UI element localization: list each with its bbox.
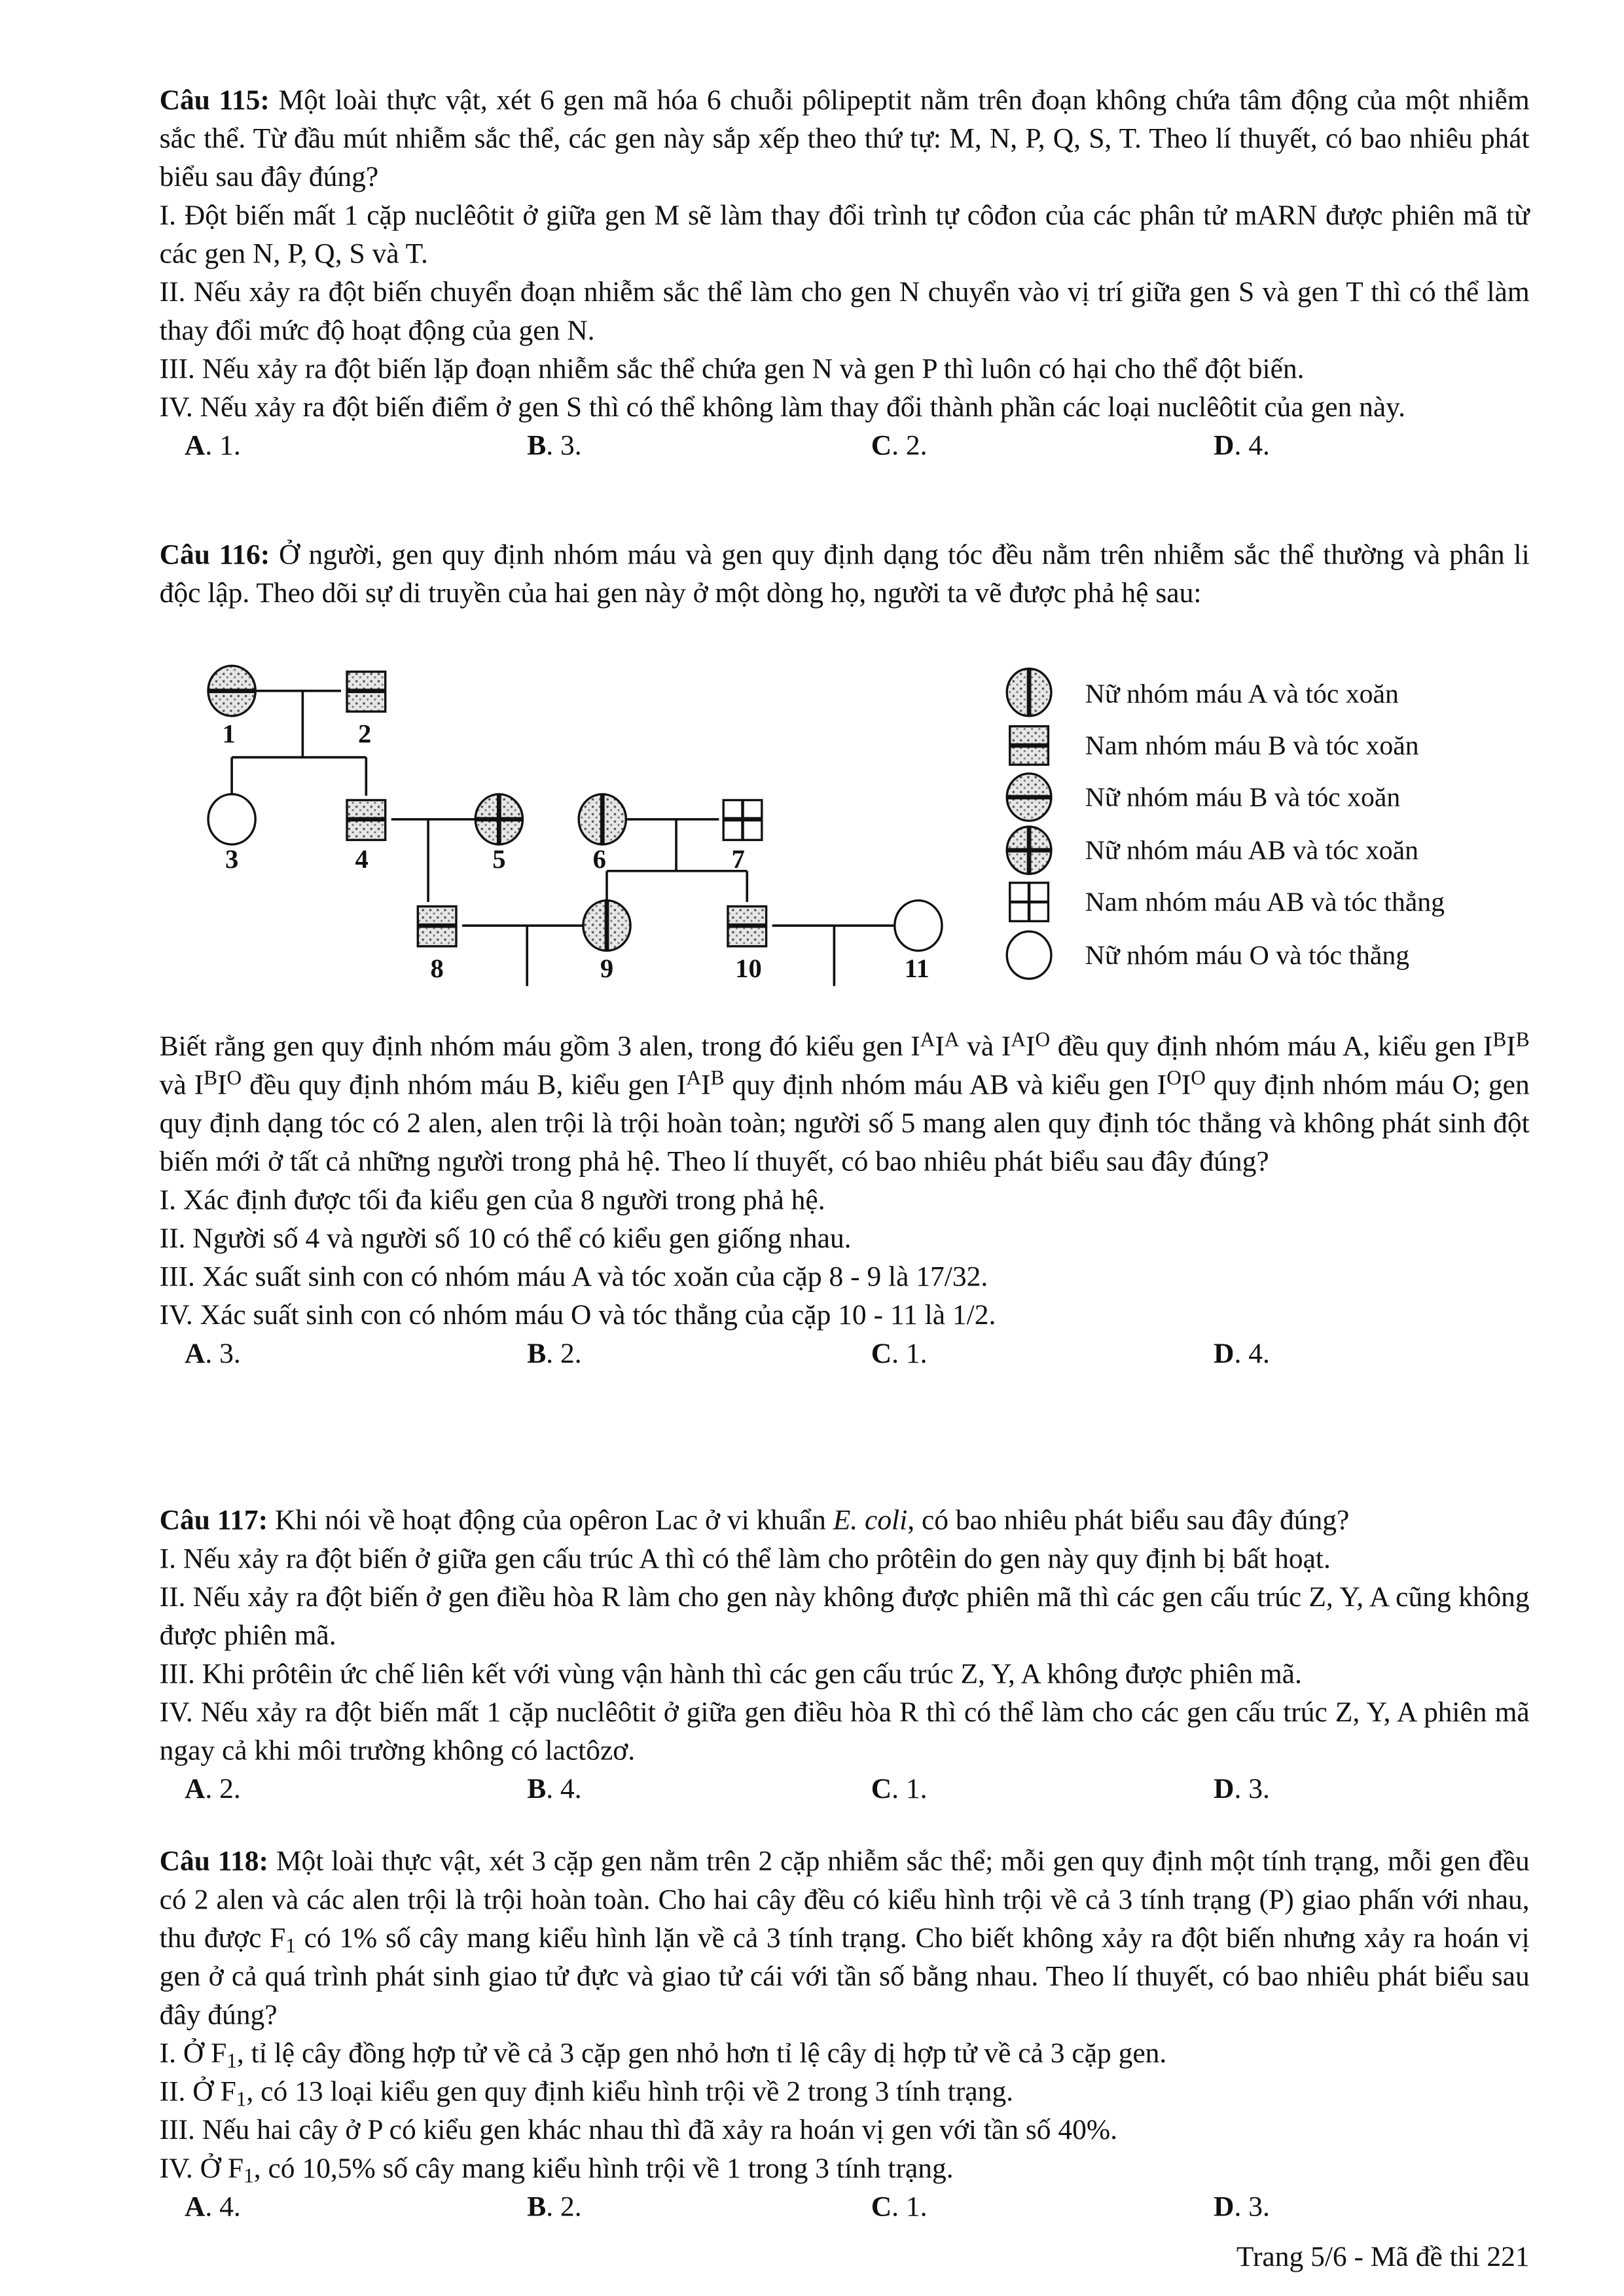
answer-option-a[interactable]: A. 2. [184, 1774, 241, 1806]
answer-option-d[interactable]: D. 4. [1214, 1338, 1270, 1371]
italic-text: E. coli [833, 1505, 908, 1537]
answer-option-c[interactable]: C. 1. [871, 2192, 928, 2223]
option-letter: A [184, 1774, 206, 1806]
option-letter: C [871, 1338, 892, 1371]
option-letter: C [871, 1774, 892, 1806]
statement: IV. Ở $F_1$, có 10,5% số cây mang kiểu hình trội về 1 trong 3 tính trạng. [159, 2153, 954, 2189]
label-8: 8 [430, 954, 444, 984]
answer-option-c[interactable]: C. 1. [871, 1774, 928, 1806]
label-5: 5 [492, 844, 506, 874]
individual-8-male-b-curly [418, 906, 456, 946]
individual-4-male-b-curly [347, 800, 386, 840]
legend-label: Nữ nhóm máu B và tóc xoăn [1085, 782, 1401, 813]
pedigree-lines [232, 691, 895, 986]
question-number: Câu 116: [159, 540, 270, 571]
individual-3-female-o-straight [208, 794, 255, 844]
allele-superscript: O [1191, 1068, 1206, 1091]
answer-option-b[interactable]: B. 2. [527, 1338, 582, 1371]
question-117 [160, 1503, 1530, 1810]
question-number: Câu 118: [159, 1846, 269, 1878]
option-letter: B [527, 431, 547, 462]
statement: III. Xác suất sinh con có nhóm máu A và tóc xoăn của cặp 8 - 9 là 17/32. [159, 1262, 988, 1293]
legend-symbol-female-b-curly [1007, 774, 1051, 821]
answer-options [160, 1772, 1530, 1810]
answer-option-a[interactable]: A. 3. [184, 1338, 241, 1371]
individual-1-female-b-curly [208, 666, 255, 716]
pedigree-diagram [0, 649, 1624, 1018]
legend-symbol-male-b-curly [1010, 726, 1049, 765]
allele-superscript: O [226, 1068, 242, 1091]
answer-options [160, 1336, 1530, 1374]
option-letter: D [1214, 1338, 1235, 1371]
individual-9-female-a-curly [583, 901, 630, 951]
legend-symbol-female-o-straight [1007, 931, 1051, 978]
label-2: 2 [357, 719, 372, 749]
statement: III. Nếu xảy ra đột biến lặp đoạn nhiễm sắc thể chứa gen N và gen P thì luôn có hại cho thể đột biến. [159, 354, 1305, 386]
subscript: 1 [244, 2166, 254, 2189]
label-9: 9 [600, 954, 614, 984]
question-116-body [160, 1029, 1530, 1374]
option-letter: A [184, 2192, 206, 2223]
answer-options [160, 2189, 1530, 2228]
label-3: 3 [225, 844, 239, 874]
allele-superscript: A [686, 1068, 702, 1091]
question-115 [160, 82, 1530, 466]
legend-symbol-female-ab-curly [1007, 827, 1051, 874]
allele-superscript: B [1515, 1030, 1530, 1052]
statement: III. Nếu hai cây ở P có kiểu gen khác nhau thì đã xảy ra hoán vị gen với tần số 40%. [159, 2115, 1117, 2147]
pedigree-labels [222, 719, 929, 984]
individual-11-female-o-straight [895, 901, 942, 951]
option-letter: D [1214, 1774, 1235, 1806]
answer-options [160, 428, 1530, 467]
label-7: 7 [731, 844, 745, 874]
label-10: 10 [735, 954, 762, 984]
option-letter: B [527, 1338, 547, 1371]
individual-10-male-b-curly [728, 906, 767, 946]
label-11: 11 [904, 954, 929, 984]
legend-label: Nữ nhóm máu A và tóc xoăn [1085, 679, 1399, 709]
statement: I. Nếu xảy ra đột biến ở giữa gen cấu trúc A thì có thể làm cho prôtêin do gen này quy định bị bất hoạt. [159, 1544, 1331, 1575]
option-letter: B [527, 2192, 547, 2223]
statement: Câu 115: Một loài thực vật, xét 6 gen mã hóa 6 chuỗi pôlipeptit nằm trên đoạn không chứa tâm động của một nhiễm sắc thể. Từ đầu mút nhiễm sắc thể, các gen này sắp xếp theo thứ tự: M, N, P, Q, S, T. Theo lí thuyết, có bao nhiêu phát biểu sau đây đúng? [159, 85, 1530, 194]
individual-5-female-ab-curly [475, 794, 522, 844]
label-1: 1 [222, 719, 236, 749]
option-letter: D [1214, 2192, 1235, 2223]
option-letter: D [1214, 431, 1235, 462]
statement: Biết rằng gen quy định nhóm máu gồm 3 alen, trong đó kiểu gen $I^AI^A$ và $I^AI^O$ đều quy định nhóm máu A, kiểu gen $I^BI^B$ và $I^BI^O$ đều quy định nhóm máu B, kiểu gen $I^AI^B$ quy định nhóm máu AB và kiểu gen $I^OI^O$ quy định nhóm máu O; gen quy định dạng tóc có 2 alen, alen trội là trội hoàn toàn; người số 5 mang alen quy định tóc thẳng và không phát sinh đột biến mới ở tất cả những người trong phả hệ. Theo lí thuyết, có bao nhiêu phát biểu sau đây đúng? [159, 1030, 1530, 1178]
answer-option-a[interactable]: A. 1. [184, 431, 241, 462]
legend-label: Nữ nhóm máu O và tóc thẳng [1085, 940, 1410, 971]
statement: III. Khi prôtêin ức chế liên kết với vùng vận hành thì các gen cấu trúc Z, Y, A không được phiên mã. [159, 1659, 1302, 1691]
legend-symbol-female-a-curly [1007, 669, 1051, 716]
question-118 [160, 1844, 1530, 2227]
statement: II. Nếu xảy ra đột biến chuyển đoạn nhiễm sắc thể làm cho gen N chuyển vào vị trí giữa gen S và gen T thì có thể làm thay đổi mức độ hoạt động của gen N. [159, 278, 1530, 348]
pedigree-legend [1007, 669, 1051, 979]
label-6: 6 [592, 844, 606, 874]
allele-superscript: B [204, 1068, 218, 1091]
label-4: 4 [355, 844, 369, 874]
statement: Câu 117: Khi nói về hoạt động của opêron Lac ở vi khuẩn E. coli, có bao nhiêu phát biểu sau đây đúng? [159, 1505, 1350, 1537]
allele-superscript: B [1492, 1030, 1507, 1052]
pedigree-individuals [208, 666, 942, 950]
statement: IV. Nếu xảy ra đột biến điểm ở gen S thì có thể không làm thay đổi thành phần các loại nuclêôtit của gen này. [159, 392, 1405, 424]
statement: IV. Xác suất sinh con có nhóm máu O và tóc thẳng của cặp 10 - 11 là 1/2. [159, 1300, 996, 1332]
answer-option-c[interactable]: C. 2. [871, 431, 928, 462]
page-footer: Trang 5/6 - Mã đề thi 221 [1236, 2242, 1530, 2274]
subscript: 1 [285, 1936, 296, 1958]
allele-superscript: B [710, 1068, 725, 1091]
statement: I. Ở $F_1$, tỉ lệ cây đồng hợp tử về cả 3 cặp gen nhỏ hơn tỉ lệ cây dị hợp tử về cả 3 cặp gen. [159, 2038, 1167, 2073]
question-number: Câu 117: [159, 1505, 268, 1537]
answer-option-d[interactable]: D. 3. [1214, 2192, 1270, 2223]
allele-superscript: A [920, 1030, 935, 1052]
statement: II. Nếu xảy ra đột biến ở gen điều hòa R làm cho gen này không được phiên mã thì các gen cấu trúc Z, Y, A cũng không được phiên mã. [159, 1582, 1530, 1652]
answer-option-a[interactable]: A. 4. [184, 2192, 241, 2223]
answer-option-d[interactable]: D. 3. [1214, 1774, 1270, 1806]
statement: Câu 118: Một loài thực vật, xét 3 cặp gen nằm trên 2 cặp nhiễm sắc thể; mỗi gen quy định một tính trạng, mỗi gen đều có 2 alen và các alen trội là trội hoàn toàn. Cho hai cây đều có kiểu hình trội về cả 3 tính trạng (P) giao phấn với nhau, thu được $F_1$ có 1% số cây mang kiểu hình lặn về cả 3 tính trạng. Cho biết không xảy ra đột biến nhưng xảy ra hoán vị gen ở cả quá trình phát sinh giao tử đực và giao tử cái với tần số bằng nhau. Theo lí thuyết, có bao nhiêu phát biểu sau đây đúng? [159, 1846, 1530, 2032]
statement: Câu 116: Ở người, gen quy định nhóm máu và gen quy định dạng tóc đều nằm trên nhiễm sắc thể thường và phân li độc lập. Theo dõi sự di truyền của hai gen này ở một dòng họ, người ta vẽ được phả hệ sau: [159, 540, 1530, 610]
option-letter: C [871, 431, 892, 462]
answer-option-b[interactable]: B. 3. [527, 431, 582, 462]
answer-option-d[interactable]: D. 4. [1214, 431, 1270, 462]
answer-option-b[interactable]: B. 4. [527, 1774, 582, 1806]
question-number: Câu 115: [159, 85, 270, 117]
question-116-intro [160, 537, 1530, 614]
individual-2-male-b-curly [347, 672, 386, 711]
option-letter: C [871, 2192, 892, 2223]
legend-label: Nam nhóm máu AB và tóc thẳng [1085, 887, 1445, 918]
answer-option-b[interactable]: B. 2. [527, 2192, 582, 2223]
individual-6-female-a-curly [579, 794, 626, 844]
statement: IV. Nếu xảy ra đột biến mất 1 cặp nuclêôtit ở giữa gen điều hòa R thì có thể làm cho các gen cấu trúc Z, Y, A phiên mã ngay cả khi môi trường không có lactôzơ. [159, 1697, 1530, 1767]
legend-symbol-male-ab-straight [1010, 883, 1049, 922]
statement: II. Ở $F_1$, có 13 loại kiểu gen quy định kiểu hình trội về 2 trong 3 tính trạng. [159, 2077, 1014, 2112]
statement: II. Người số 4 và người số 10 có thể có kiểu gen giống nhau. [159, 1223, 852, 1255]
subscript: 1 [236, 2089, 247, 2112]
subscript: 1 [226, 2051, 237, 2073]
allele-superscript: O [1166, 1068, 1182, 1091]
individual-7-male-ab-straight [723, 800, 762, 840]
statement: I. Xác định được tối đa kiểu gen của 8 người trong phả hệ. [159, 1185, 825, 1217]
option-letter: A [184, 431, 206, 462]
option-letter: A [184, 1338, 206, 1371]
legend-label: Nam nhóm máu B và tóc xoăn [1085, 730, 1419, 761]
allele-superscript: A [944, 1030, 960, 1052]
allele-superscript: A [1011, 1030, 1026, 1052]
answer-option-c[interactable]: C. 1. [871, 1338, 928, 1371]
allele-superscript: O [1035, 1030, 1051, 1052]
option-letter: B [527, 1774, 547, 1806]
legend-labels [1085, 679, 1445, 971]
legend-label: Nữ nhóm máu AB và tóc xoăn [1085, 835, 1419, 866]
statement: I. Đột biến mất 1 cặp nuclêôtit ở giữa gen M sẽ làm thay đổi trình tự côđon của các phân tử mARN được phiên mã từ các gen N, P, Q, S và T. [159, 200, 1530, 270]
